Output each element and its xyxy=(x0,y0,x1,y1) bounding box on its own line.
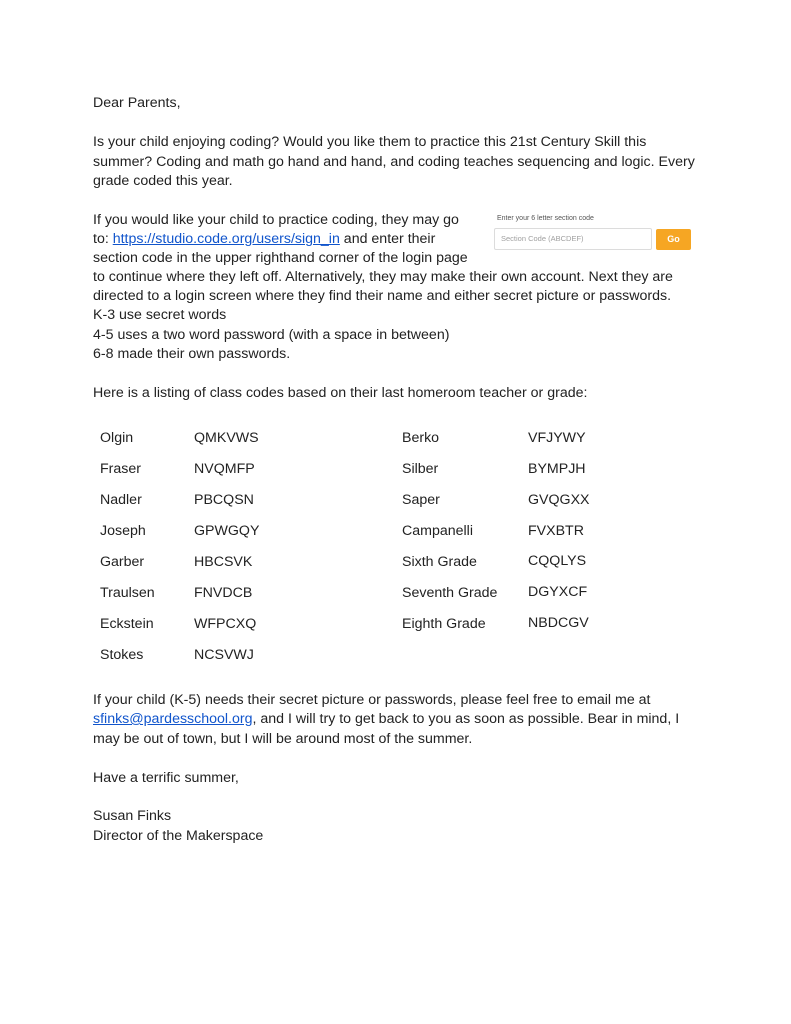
practice-line: to continue where they left off. Alternatively, they may make their own account. Next they are xyxy=(93,269,673,285)
contact-line: may be out of town, but I will be around most of the summer. xyxy=(93,731,473,747)
practice-line xyxy=(93,229,435,249)
teacher-name: Saper xyxy=(402,492,440,508)
class-code: HBCSVK xyxy=(194,554,253,570)
section-code-placeholder: Section Code (ABCDEF) xyxy=(501,234,584,243)
practice-line: section code in the upper righthand corner of the login page xyxy=(93,250,468,266)
teacher-name: Nadler xyxy=(100,492,142,508)
class-code: GPWGQY xyxy=(194,523,260,539)
section-code-label: Enter your 6 letter section code xyxy=(497,215,594,222)
class-code: FNVDCB xyxy=(194,585,253,601)
greeting: Dear Parents, xyxy=(93,95,181,111)
class-code: QMKVWS xyxy=(194,430,259,446)
teacher-name: Traulsen xyxy=(100,585,155,601)
email-link[interactable]: sfinks@pardesschool.org xyxy=(93,711,253,727)
practice-line: directed to a login screen where they find their name and either secret picture or passwords. xyxy=(93,288,672,304)
class-code: NBDCGV xyxy=(528,615,589,631)
teacher-name: Campanelli xyxy=(402,523,473,539)
grade-name: Sixth Grade xyxy=(402,554,477,570)
class-code: GVQGXX xyxy=(528,492,590,508)
rule-line: K-3 use secret words xyxy=(93,307,227,323)
class-code: NVQMFP xyxy=(194,461,255,477)
signature-name: Susan Finks xyxy=(93,808,172,824)
signature-title: Director of the Makerspace xyxy=(93,828,264,844)
practice-prefix: to: xyxy=(93,231,113,247)
teacher-name: Garber xyxy=(100,554,145,570)
contact-line: If your child (K-5) needs their secret picture or passwords, please feel free to email me at xyxy=(93,692,651,708)
teacher-name: Olgin xyxy=(100,430,134,446)
grade-name: Seventh Grade xyxy=(402,585,498,601)
teacher-name: Stokes xyxy=(100,647,144,663)
contact-line xyxy=(93,709,679,729)
rule-line: 6-8 made their own passwords. xyxy=(93,346,291,362)
intro-line: summer? Coding and math go hand and hand, and coding teaches sequencing and logic. Every xyxy=(93,154,695,170)
contact-suffix: , and I will try to get back to you as soon as possible. Bear in mind, I xyxy=(252,711,680,727)
intro-line: grade coded this year. xyxy=(93,173,233,189)
teacher-name: Fraser xyxy=(100,461,141,477)
rule-line: 4-5 uses a two word password (with a space in between) xyxy=(93,327,450,343)
practice-suffix: and enter their xyxy=(339,231,436,247)
class-code: NCSVWJ xyxy=(194,647,254,663)
teacher-name: Berko xyxy=(402,430,440,446)
intro-line: Is your child enjoying coding? Would you like them to practice this 21st Century Skill this xyxy=(93,134,647,150)
closing: Have a terrific summer, xyxy=(93,770,239,786)
practice-line: If you would like your child to practice coding, they may go xyxy=(93,212,459,228)
grade-name: Eighth Grade xyxy=(402,616,486,632)
class-code: WFPCXQ xyxy=(194,616,257,632)
class-code: PBCQSN xyxy=(194,492,254,508)
teacher-name: Silber xyxy=(402,461,439,477)
listing-intro: Here is a listing of class codes based on their last homeroom teacher or grade: xyxy=(93,385,588,401)
code-org-signin-link[interactable]: https://studio.code.org/users/sign_in xyxy=(112,231,340,247)
class-code: DGYXCF xyxy=(528,584,588,600)
go-button[interactable]: Go xyxy=(656,229,691,250)
class-code: CQQLYS xyxy=(528,553,587,569)
teacher-name: Eckstein xyxy=(100,616,154,632)
class-code: FVXBTR xyxy=(528,523,584,539)
class-code: VFJYWY xyxy=(528,430,586,446)
class-code: BYMPJH xyxy=(528,461,586,477)
teacher-name: Joseph xyxy=(100,523,146,539)
section-code-input[interactable] xyxy=(494,228,652,250)
